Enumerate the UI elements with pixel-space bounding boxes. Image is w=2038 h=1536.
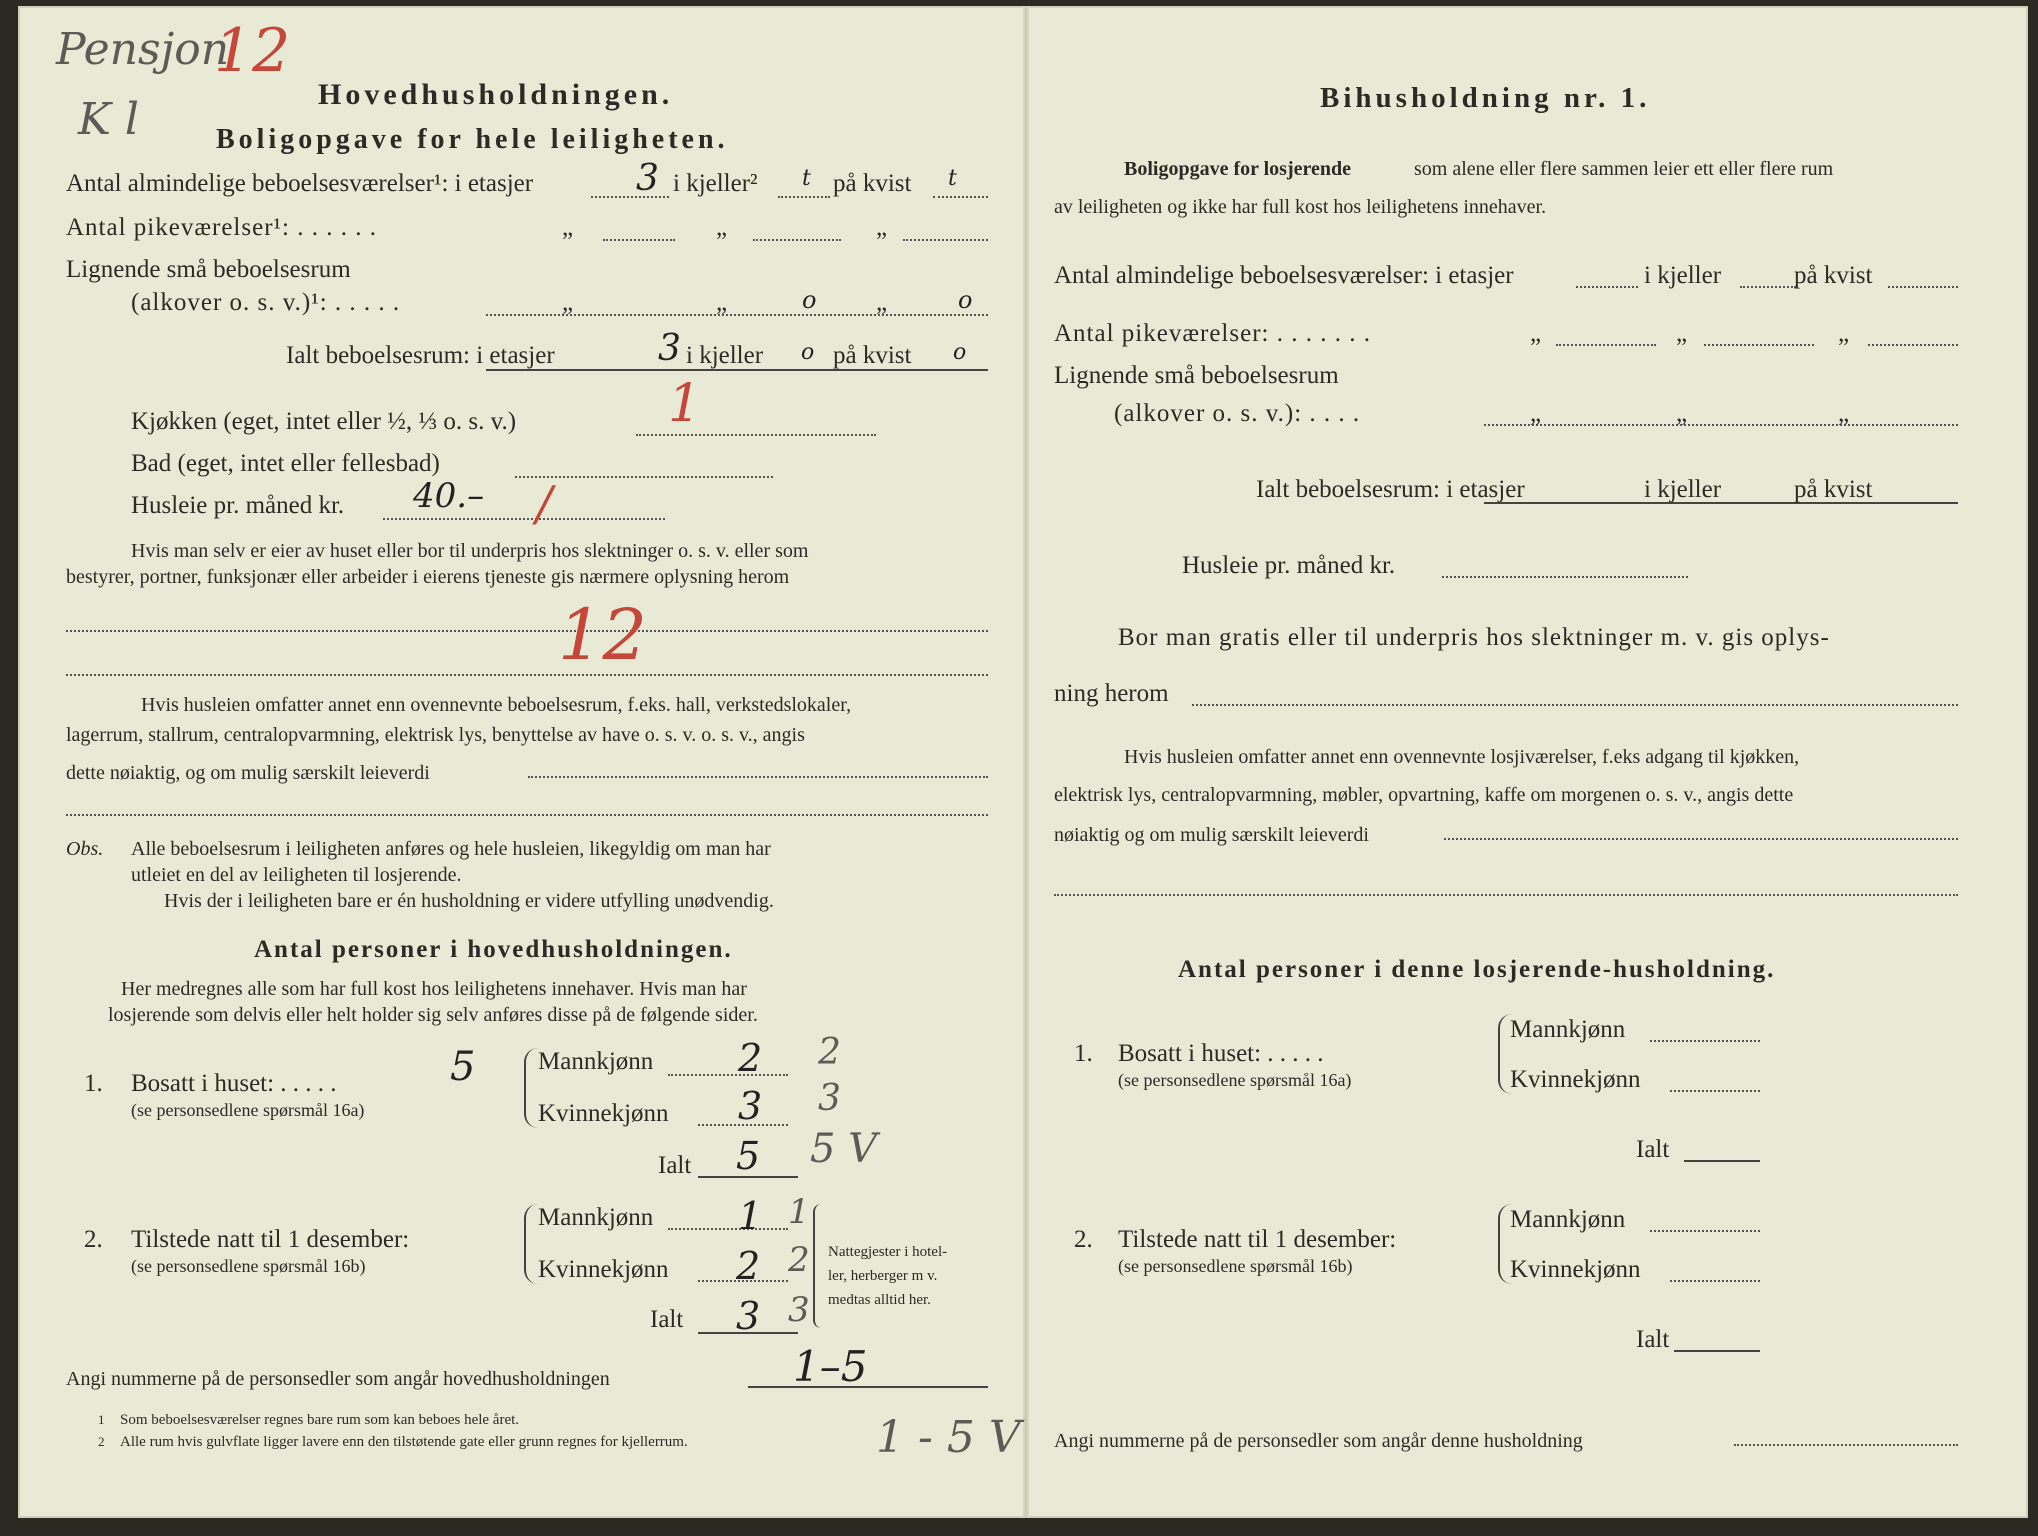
bath-label: Bad (eget, intet eller fellesbad) bbox=[131, 450, 440, 477]
field-line bbox=[753, 239, 841, 241]
field-line bbox=[1704, 344, 1814, 346]
field-line bbox=[528, 776, 988, 778]
value-kjeller: t bbox=[802, 166, 811, 191]
total-line bbox=[1684, 1160, 1760, 1162]
kvist-label: på kvist bbox=[833, 170, 912, 197]
field-line bbox=[1868, 344, 1958, 346]
pike-label: Antal pikeværelser¹: . . . . . . bbox=[66, 214, 377, 241]
field-line bbox=[1888, 286, 1958, 288]
field-line bbox=[66, 814, 988, 816]
gratis-text: Bor man gratis eller til underpris hos slektninger m. v. gis oplys- bbox=[1118, 624, 1830, 651]
persons-text: losjerende som delvis eller helt holder sig selv anføres disse på de følgende sider. bbox=[108, 1004, 758, 1026]
rent-value: 40.– bbox=[413, 476, 485, 516]
small-rooms-label: Lignende små beboelsesrum bbox=[66, 256, 351, 283]
male-check: 1 bbox=[788, 1192, 810, 1232]
field-line bbox=[748, 1386, 988, 1388]
night-guests-note: Nattegjester i hotel- bbox=[828, 1244, 948, 1260]
male-label: Mannkjønn bbox=[538, 1048, 654, 1075]
obs-text: Hvis der i leiligheten bare er én husholdning er videre utfylling unødvendig. bbox=[164, 890, 774, 912]
pike-label: Antal pikeværelser: . . . . . . . bbox=[1054, 320, 1371, 347]
field-line bbox=[1484, 424, 1958, 426]
intro-text: som alene eller flere sammen leier ett eller flere rum bbox=[1414, 158, 1834, 180]
rent-check: / bbox=[536, 476, 553, 532]
female-label: Kvinnekjønn bbox=[1510, 1066, 1641, 1093]
total-rooms-label: Ialt beboelsesrum: i etasjer bbox=[286, 342, 555, 369]
field-line bbox=[1054, 894, 1958, 896]
value: o bbox=[802, 286, 817, 314]
q1-label: Bosatt i huset: . . . . . bbox=[131, 1070, 337, 1097]
field-line bbox=[1740, 286, 1796, 288]
footnote-number: 1 bbox=[98, 1412, 105, 1427]
gratis-text: ning herom bbox=[1054, 680, 1169, 707]
obs-text: utleiet en del av leiligheten til losjerende. bbox=[131, 864, 462, 886]
kvist-label: på kvist bbox=[833, 342, 912, 369]
field-line bbox=[636, 434, 876, 436]
field-line bbox=[933, 196, 988, 198]
q1-sub: (se personsedlene spørsmål 16a) bbox=[131, 1100, 365, 1120]
q1-number: 1. bbox=[1074, 1040, 1093, 1067]
quote: „ bbox=[1530, 400, 1542, 427]
field-line bbox=[603, 239, 675, 241]
quote: „ bbox=[562, 289, 574, 316]
quote: „ bbox=[1838, 400, 1850, 427]
kitchen-label: Kjøkken (eget, intet eller ½, ⅓ o. s. v.) bbox=[131, 408, 517, 435]
total-check: 5 V bbox=[810, 1126, 878, 1172]
page-title: Hovedhusholdningen. bbox=[318, 78, 674, 111]
q1-total-hw: 5 bbox=[450, 1044, 476, 1090]
kjeller-label: i kjeller² bbox=[673, 170, 758, 197]
census-form-sheet bbox=[18, 6, 2028, 1518]
kitchen-value: 1 bbox=[668, 374, 702, 434]
field-line bbox=[1576, 286, 1638, 288]
q2-sub: (se personsedlene spørsmål 16b) bbox=[131, 1256, 366, 1276]
total-label: Ialt bbox=[1636, 1136, 1670, 1163]
field-line bbox=[1650, 1040, 1760, 1042]
pencil-annotation-2: K l bbox=[78, 94, 139, 145]
quote: „ bbox=[716, 289, 728, 316]
q2-number: 2. bbox=[1074, 1226, 1093, 1253]
kvist-label: på kvist bbox=[1794, 262, 1873, 289]
other-text: Hvis husleien omfatter annet enn ovennevnte losjiværelser, f.eks adgang til kjøkken, bbox=[1124, 746, 1800, 768]
quote: „ bbox=[1530, 320, 1542, 347]
field-line bbox=[1444, 838, 1958, 840]
q2-sub: (se personsedlene spørsmål 16b) bbox=[1118, 1256, 1353, 1276]
value-kvist: t bbox=[948, 166, 957, 191]
female-label: Kvinnekjønn bbox=[538, 1256, 669, 1283]
other-text: elektrisk lys, centralopvarmning, møbler, opvartning, kaffe om morgenen o. s. v., angis dette bbox=[1054, 784, 1794, 806]
obs-label: Obs. bbox=[66, 838, 104, 860]
q2-label: Tilstede natt til 1 desember: bbox=[1118, 1226, 1397, 1253]
q1-number: 1. bbox=[84, 1070, 103, 1097]
quote: „ bbox=[1676, 320, 1688, 347]
female-check: 2 bbox=[788, 1240, 810, 1280]
pencil-annotation: Pensjon bbox=[56, 24, 230, 75]
persons-title: Antal personer i hovedhusholdningen. bbox=[254, 936, 733, 963]
rent-label: Husleie pr. måned kr. bbox=[131, 492, 345, 519]
red-note: 12 bbox=[558, 594, 648, 676]
q2-number: 2. bbox=[84, 1226, 103, 1253]
kjeller-label: i kjeller bbox=[1644, 476, 1722, 503]
persons-title: Antal personer i denne losjerende-husholdning. bbox=[1178, 956, 1776, 983]
field-line bbox=[66, 674, 988, 676]
small-rooms-label: Lignende små beboelsesrum bbox=[1054, 362, 1339, 389]
kvist-label: på kvist bbox=[1794, 476, 1873, 503]
value: o bbox=[801, 340, 815, 365]
total-label: Ialt bbox=[1636, 1326, 1670, 1353]
total-check: 3 bbox=[788, 1290, 810, 1330]
field-line bbox=[903, 239, 988, 241]
quote: „ bbox=[876, 214, 888, 241]
field-line bbox=[1192, 704, 1958, 706]
angi-label: Angi nummerne på de personsedler som angår denne husholdning bbox=[1054, 1430, 1583, 1452]
rent-label: Husleie pr. måned kr. bbox=[1182, 552, 1396, 579]
value: o bbox=[958, 286, 973, 314]
field-line bbox=[1670, 1280, 1760, 1282]
male-label: Mannkjønn bbox=[538, 1204, 654, 1231]
rooms-label: Antal almindelige beboelsesværelser¹: i etasjer bbox=[66, 170, 534, 197]
footnote-1: Som beboelsesværelser regnes bare rum som kan beboes hele året. bbox=[120, 1412, 520, 1428]
field-line bbox=[778, 196, 830, 198]
field-line bbox=[1734, 1444, 1958, 1446]
total-line bbox=[1674, 1350, 1760, 1352]
angi-label: Angi nummerne på de personsedler som angår hovedhusholdningen bbox=[66, 1368, 610, 1390]
alkover-label: (alkover o. s. v.)¹: . . . . . bbox=[131, 289, 401, 316]
quote: „ bbox=[716, 214, 728, 241]
male-label: Mannkjønn bbox=[1510, 1206, 1626, 1233]
night-guests-note: medtas alltid her. bbox=[828, 1292, 931, 1308]
obs-text: Alle beboelsesrum i leiligheten anføres og hele husleien, likegyldig om man har bbox=[131, 838, 771, 860]
q1-sub: (se personsedlene spørsmål 16a) bbox=[1118, 1070, 1352, 1090]
bottom-annotation: 1 - 5 V bbox=[876, 1412, 1021, 1463]
value: 3 bbox=[658, 328, 681, 369]
kjeller-label: i kjeller bbox=[1644, 262, 1722, 289]
total-value: 3 bbox=[736, 1294, 761, 1338]
intro-text: av leiligheten og ikke har full kost hos leilighetens innehaver. bbox=[1054, 196, 1547, 218]
female-value: 3 bbox=[738, 1084, 763, 1128]
page-subtitle: Boligopgave for hele leiligheten. bbox=[216, 124, 729, 155]
total-rooms-label: Ialt beboelsesrum: i etasjer bbox=[1256, 476, 1525, 503]
field-line bbox=[515, 476, 773, 478]
intro-bold: Boligopgave for losjerende bbox=[1124, 158, 1352, 180]
angi-value: 1–5 bbox=[793, 1342, 868, 1391]
value: o bbox=[953, 340, 967, 365]
owner-text: bestyrer, portner, funksjonær eller arbeider i eierens tjeneste gis nærmere oplysning herom bbox=[66, 566, 790, 588]
total-label: Ialt bbox=[650, 1306, 684, 1333]
alkover-label: (alkover o. s. v.): . . . . bbox=[1114, 400, 1361, 427]
quote: „ bbox=[1838, 320, 1850, 347]
field-line bbox=[1556, 344, 1656, 346]
kjeller-label: i kjeller bbox=[686, 342, 764, 369]
male-check: 2 bbox=[818, 1032, 841, 1073]
other-text: nøiaktig og om mulig særskilt leieverdi bbox=[1054, 824, 1369, 846]
field-line bbox=[668, 1228, 788, 1230]
other-text: dette nøiaktig, og om mulig særskilt leieverdi bbox=[66, 762, 430, 784]
quote: „ bbox=[562, 214, 574, 241]
value-etasjer: 3 bbox=[636, 158, 659, 199]
field-line bbox=[66, 630, 988, 632]
female-value: 2 bbox=[736, 1244, 761, 1288]
brace bbox=[524, 1048, 538, 1128]
persons-text: Her medregnes alle som har full kost hos leilighetens innehaver. Hvis man har bbox=[121, 978, 747, 1000]
rooms-label: Antal almindelige beboelsesværelser: i etasjer bbox=[1054, 262, 1514, 289]
male-value: 1 bbox=[738, 1194, 763, 1238]
footnote-2: Alle rum hvis gulvflate ligger lavere enn den tilstøtende gate eller grunn regnes for kjellerrum. bbox=[120, 1434, 688, 1450]
other-text: Hvis husleien omfatter annet enn ovennevnte beboelsesrum, f.eks. hall, verkstedslokaler, bbox=[141, 694, 852, 716]
page-title-right: Bihusholdning nr. 1. bbox=[1320, 82, 1651, 114]
field-line bbox=[1650, 1230, 1760, 1232]
field-line bbox=[1442, 576, 1688, 578]
male-value: 2 bbox=[738, 1036, 763, 1080]
total-label: Ialt bbox=[658, 1152, 692, 1179]
quote: „ bbox=[876, 289, 888, 316]
field-line bbox=[383, 518, 665, 520]
field-line bbox=[1670, 1090, 1760, 1092]
brace bbox=[813, 1204, 823, 1328]
red-annotation: 12 bbox=[214, 16, 291, 86]
female-label: Kvinnekjønn bbox=[1510, 1256, 1641, 1283]
female-label: Kvinnekjønn bbox=[538, 1100, 669, 1127]
page-fold bbox=[1023, 6, 1029, 1518]
quote: „ bbox=[1676, 400, 1688, 427]
owner-text: Hvis man selv er eier av huset eller bor til underpris hos slektninger o. s. v. eller som bbox=[131, 540, 809, 562]
male-label: Mannkjønn bbox=[1510, 1016, 1626, 1043]
night-guests-note: ler, herberger m v. bbox=[828, 1268, 938, 1284]
brace bbox=[524, 1204, 538, 1284]
footnote-number: 2 bbox=[98, 1434, 105, 1449]
total-value: 5 bbox=[736, 1134, 761, 1178]
other-text: lagerrum, stallrum, centralopvarmning, elektrisk lys, benyttelse av have o. s. v. o. s. v., angis bbox=[66, 724, 805, 746]
female-check: 3 bbox=[818, 1078, 841, 1119]
q2-label: Tilstede natt til 1 desember: bbox=[131, 1226, 410, 1253]
q1-label: Bosatt i huset: . . . . . bbox=[1118, 1040, 1324, 1067]
field-line bbox=[668, 1074, 788, 1076]
